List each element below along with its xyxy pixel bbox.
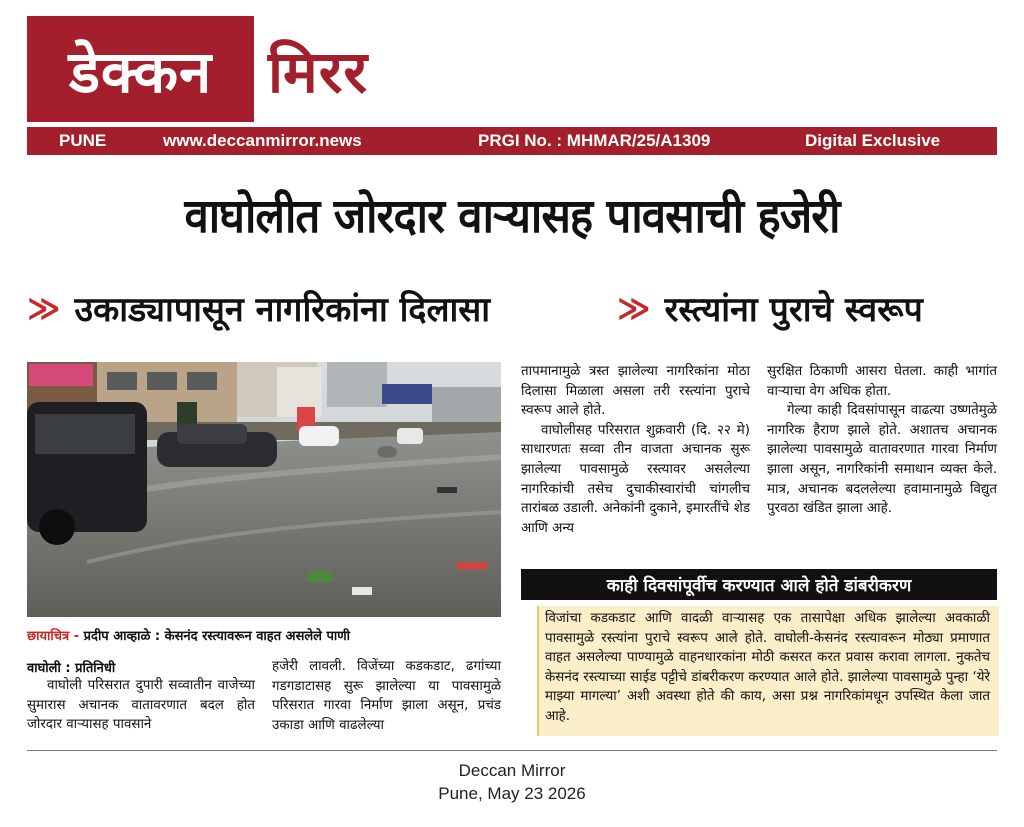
photo-caption — [27, 626, 501, 644]
footer-publication: Deccan Mirror — [458, 761, 566, 780]
paragraph: वाघोलीसह परिसरात शुक्रवारी (दि. २२ मे) साधारणतः सव्वा तीन वाजता अचानक सुरू झालेल्या पावसामुळे रस्त्यावर असलेल्या नागरिकांची तसेच दुचाकीस्वारांची चांगलीच तारांबळ उडाली. अनेकांनी दुकाने, इमारतींचे शेड आणि अन्य — [521, 422, 750, 536]
article-column-3 — [521, 362, 750, 538]
photo-credit-label: छायाचित्र - — [27, 629, 84, 644]
paragraph: तापमानामुळे त्रस्त झालेल्या नागरिकांना मोठा दिलासा मिळाला असला तरी रस्त्यांना पुराचे स्वरूप आले होते. — [521, 364, 750, 419]
info-bar — [27, 127, 997, 155]
subhead-1 — [27, 285, 490, 331]
headline: वाघोलीत जोरदार वाऱ्यासह पावसाची हजेरी — [184, 189, 840, 244]
sidebar-box-text: विजांचा कडकडाट आणि वादळी वाऱ्यासह एक तासापेक्षा अधिक झालेल्या अवकाळी पावसामुळे रस्त्यांना पुराचे स्वरूप आले होते. वाघोली-केसनंद रस्त्यावरून मोठ्या प्रमाणात वाहत असलेल्या पाण्यामुळे वाहनधारकांना मोठी कसरत करत प्रवास करावा लागला. नुकतेच केसनंद रस्त्याच्या साईड पट्टीचे डांबरीकरण करण्यात आले होते. झालेल्या पावसामुळे पुन्हा ‘येरे माझ्या मागल्या’ अशी अवस्था होते की काय, असा प्रश्न नागरिकांमधून उपस्थित केला जात आहे. — [545, 611, 990, 724]
footer-divider — [27, 750, 997, 751]
photo-caption-text: प्रदीप आव्हाळे : केसनंद रस्त्यावरून वाहत असलेले पाणी — [83, 629, 351, 644]
news-photo — [27, 362, 501, 617]
chevron-icon: ≫ — [617, 289, 651, 327]
paragraph: हजेरी लावली. विजेंच्या कडकडाट, ढगांच्या गडगडाटासह सुरू झालेल्या या पावसामुळे परिसरात गारवा निर्माण झाला असून, प्रचंड उकाडा आणि वाढलेल्या — [272, 659, 501, 733]
sidebar-box-heading: काही दिवसांपूर्वीच करण्यात आले होते डांबरीकरण — [521, 569, 997, 600]
prgi-number: PRGI No. : MHMAR/25/A1309 — [478, 131, 711, 150]
subhead-2-text: रस्त्यांना पुराचे स्वरूप — [664, 290, 923, 330]
paragraph: गेल्या काही दिवसांपासून वाढत्या उष्णतेमुळे नागरिक हैराण झाले होते. अशातच अचानक झालेल्या पावसामुळे वातावरणात गारवा निर्माण झाला असून, नागरिकांनी समाधान व्यक्त केले. मात्र, अचानक बदललेल्या हवामानामुळे विद्युत पुरवठा खंडित झाला आहे. — [767, 403, 997, 517]
paragraph: वाघोली परिसरात दुपारी सव्वातीन वाजेच्या सुमारास अचानक वातावरणात बदल होत जोरदार वाऱ्यासह पावसाने — [27, 678, 255, 733]
city-label: PUNE — [59, 131, 107, 150]
dateline: वाघोली : प्रतिनिधी — [27, 661, 116, 676]
website-link[interactable]: www.deccanmirror.news — [163, 131, 362, 150]
paragraph: सुरक्षित ठिकाणी आसरा घेतला. काही भागांत वाऱ्याचा वेग अधिक होता. — [767, 364, 997, 399]
flooded-road-photo — [27, 362, 501, 617]
chevron-icon: ≫ — [27, 289, 61, 327]
article-column-4 — [767, 362, 997, 519]
subhead-2 — [617, 285, 923, 331]
subhead-1-text: उकाड्यापासून नागरिकांना दिलासा — [74, 290, 491, 330]
masthead-title-left: डेक्कन — [68, 37, 213, 106]
footer-date: Pune, May 23 2026 — [438, 784, 586, 803]
article-column-1 — [27, 676, 255, 735]
digital-exclusive-label: Digital Exclusive — [805, 131, 941, 150]
article-column-2 — [272, 657, 501, 735]
masthead-title-right: मिरर — [268, 37, 369, 106]
